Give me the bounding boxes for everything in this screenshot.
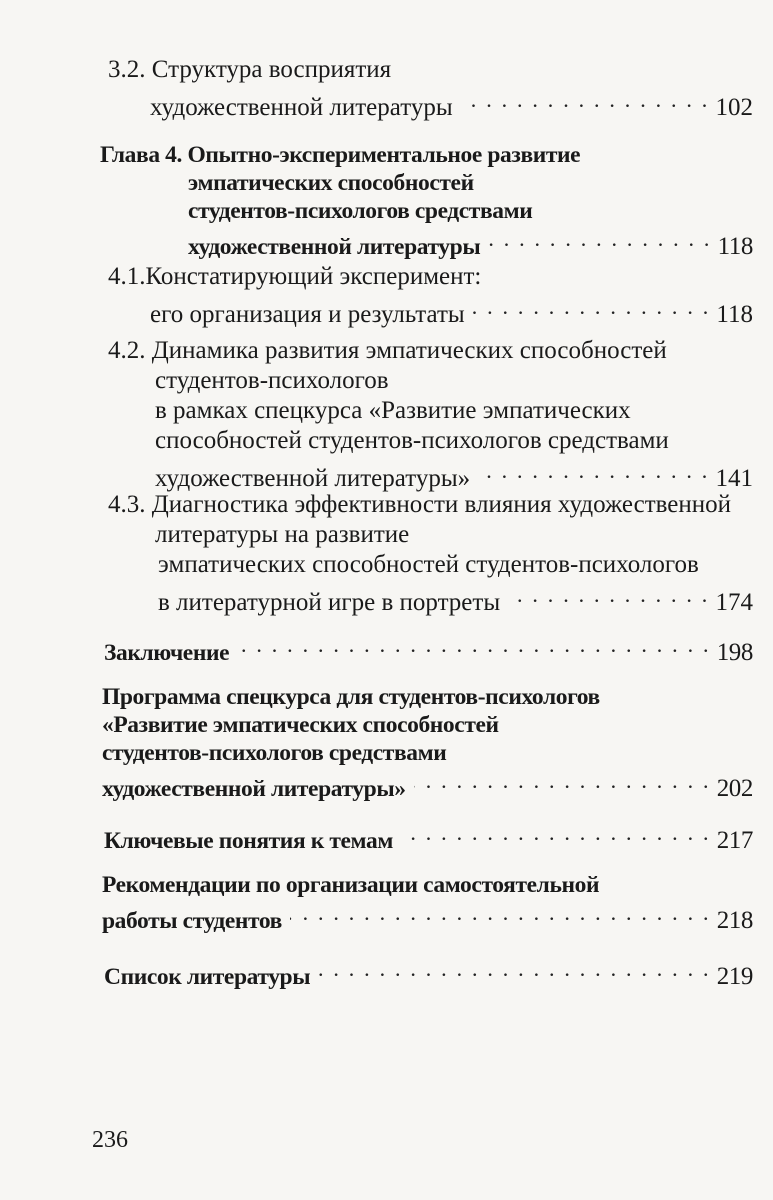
section-number: 3.2.	[108, 56, 146, 83]
entry-title-line: художественной литературы	[150, 94, 453, 121]
entry-title-line: «Развитие эмпатических способностей	[102, 712, 499, 738]
dot-leader	[508, 580, 709, 610]
entry-title-line: Программа спецкурса для студентов-психологов	[102, 684, 600, 710]
entry-title-line: Констатирующий эксперимент:	[145, 263, 482, 290]
dot-leader	[401, 818, 711, 848]
dot-leader	[290, 898, 711, 928]
page-ref: 118	[716, 301, 753, 328]
dot-leader	[473, 292, 711, 322]
page-ref: 218	[716, 907, 753, 934]
entry-title-line: студентов-психологов средствами	[188, 198, 533, 224]
entry-title-line: Ключевые понятия к темам	[104, 828, 393, 854]
entry-title-line: в рамках спецкурса «Развитие эмпатических	[155, 397, 631, 424]
section-number: 4.2.	[108, 337, 146, 364]
entry-title-line: работы студентов	[102, 908, 282, 934]
entry-title-line: Список литературы	[104, 964, 311, 990]
entry-title-line: Заключение	[104, 640, 230, 666]
entry-title-line: литературы на развитие	[155, 521, 410, 548]
entry-title-line: способностей студентов-психологов средствами	[155, 427, 669, 454]
dot-leader	[478, 456, 709, 486]
entry-title-line: художественной литературы	[188, 234, 481, 260]
entry-title-line: Рекомендации по организации самостоятельной	[102, 872, 600, 898]
page-ref: 174	[715, 589, 753, 616]
entry-title-line: Динамика развития эмпатических способностей	[151, 337, 667, 364]
page-ref: 118	[717, 233, 753, 260]
entry-title-line: Опытно-экспериментальное развитие	[187, 142, 581, 168]
entry-title-line: художественной литературы»	[155, 465, 471, 492]
entry-title-line: эмпатических способностей	[188, 170, 474, 196]
page-ref: 217	[716, 827, 753, 854]
dot-leader	[318, 954, 711, 984]
entry-title-line: художественной литературы»	[102, 776, 406, 802]
page-ref: 102	[715, 94, 753, 121]
dot-leader	[414, 766, 711, 796]
dot-leader	[461, 85, 710, 115]
section-number: 4.1.	[108, 263, 146, 290]
section-number: 4.3.	[108, 491, 146, 518]
entry-title-line: его организация и результаты	[150, 301, 465, 328]
entry-title-line: студентов-психологов	[155, 367, 389, 394]
page-ref: 198	[716, 639, 753, 666]
dot-leader	[237, 630, 711, 660]
entry-title-line: эмпатических способностей студентов-психологов	[158, 551, 699, 578]
page-ref: 202	[716, 775, 753, 802]
page-ref: 141	[715, 465, 753, 492]
chapter-number: Глава 4.	[100, 142, 182, 168]
entry-title-line: в литературной игре в портреты	[158, 589, 501, 616]
page-number: 236	[92, 1127, 128, 1153]
entry-title-line: Структура восприятия	[151, 56, 392, 83]
dot-leader	[488, 224, 711, 254]
page-ref: 219	[716, 963, 753, 990]
entry-title-line: Диагностика эффективности влияния художественной	[151, 491, 732, 518]
entry-title-line: студентов-психологов средствами	[102, 740, 447, 766]
